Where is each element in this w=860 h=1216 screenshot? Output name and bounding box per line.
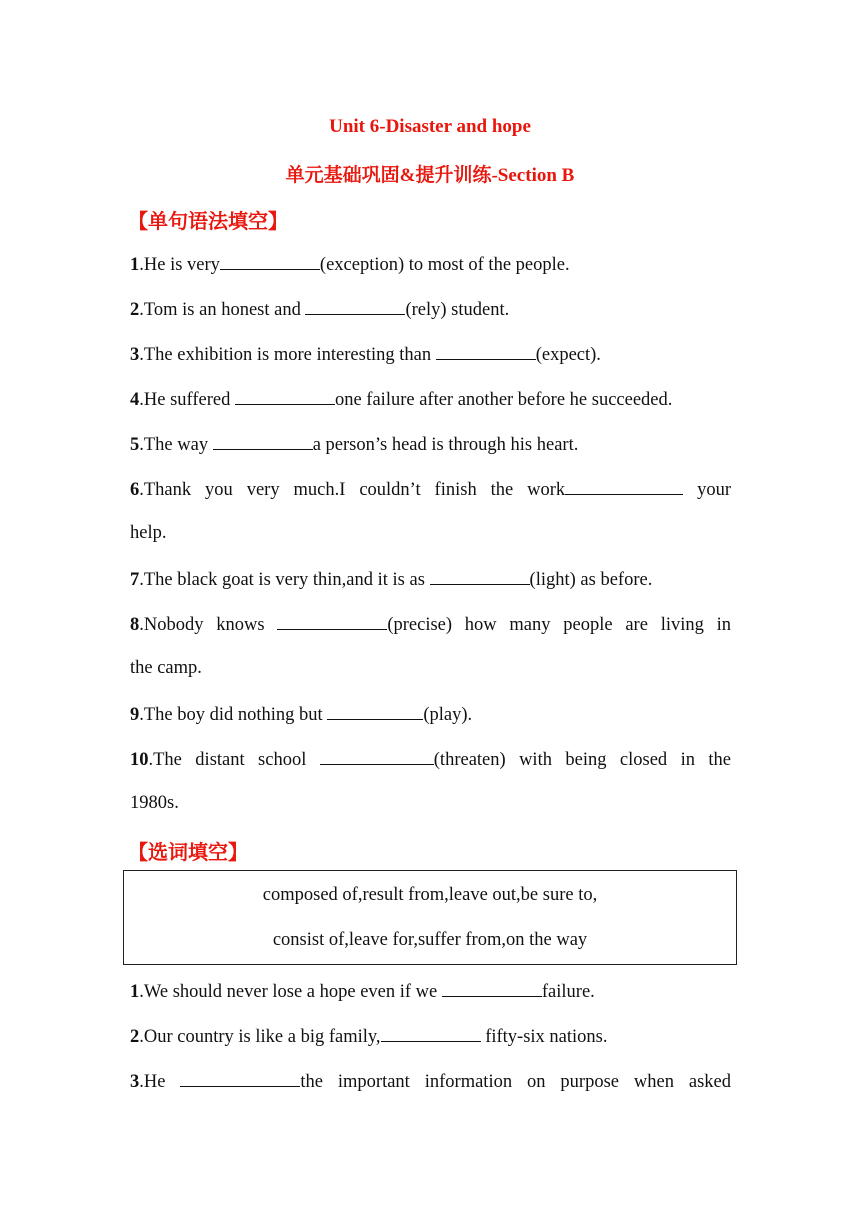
answer-blank[interactable] [381,1023,481,1042]
item-number: 8 [130,615,140,635]
item-text-after: one failure after another before he succeeded. [334,390,673,410]
item-number: 1 [130,255,140,275]
section-heading-grammar: 【单句语法填空】 [128,209,288,233]
answer-blank[interactable] [442,978,542,997]
section-heading-word-choice: 【选词填空】 [128,840,248,864]
answer-blank[interactable] [305,296,405,315]
word-bank-line: composed of,result from,leave out,be sure to, [262,885,598,905]
word-bank-line: consist of,leave for,suffer from,on the way [272,930,588,950]
exercise-item [130,296,731,322]
item-text-after: (exception) to most of the people. [319,255,570,275]
answer-blank[interactable] [327,701,423,720]
item-text-before: .The way [139,435,213,455]
item-number: 9 [130,705,140,725]
item-text-after: your [683,480,731,500]
exercise-item [130,251,731,277]
item-text-before: .We should never lose a hope even if we [139,982,442,1002]
item-number: 6 [130,480,140,500]
exercise-item-continuation: the camp. [130,658,202,678]
item-text-after: (play). [423,705,473,725]
exercise-item [130,746,731,770]
item-text-after: (precise) how many people are living in [387,615,731,635]
item-text-after: fifty-six nations. [480,1027,608,1047]
item-number: 3 [130,345,140,365]
item-text-before: .He is very [139,255,220,275]
worksheet-subtitle: 单元基础巩固&提升训练-Section B [285,165,575,186]
item-text-before: .The black goat is very thin,and it is as [139,570,430,590]
item-number: 2 [130,1027,140,1047]
exercise-item [130,476,731,500]
item-number: 2 [130,300,140,320]
answer-blank[interactable] [436,341,536,360]
answer-blank[interactable] [213,431,313,450]
item-text-after: (rely) student. [405,300,510,320]
item-text-before: .The boy did nothing but [139,705,328,725]
answer-blank[interactable] [180,1068,300,1087]
item-text-after: a person’s head is through his heart. [312,435,579,455]
exercise-item [130,1023,731,1049]
item-text-before: .Thank you very much.I couldn’t finish the work [139,480,566,500]
exercise-item [130,431,731,457]
item-text-after: the important information on purpose when asked [300,1072,731,1092]
item-number: 4 [130,390,140,410]
item-text-after: (expect). [535,345,601,365]
item-text-before: .Nobody knows [139,615,278,635]
item-text-before: .Tom is an honest and [139,300,306,320]
answer-blank[interactable] [430,566,530,585]
exercise-item [130,611,731,635]
item-number: 7 [130,570,140,590]
item-text-before: .The distant school [148,750,320,770]
item-number: 5 [130,435,140,455]
answer-blank[interactable] [277,611,387,630]
item-number: 10 [130,750,149,770]
answer-blank[interactable] [235,386,335,405]
exercise-item [130,701,731,727]
item-number: 3 [130,1072,140,1092]
exercise-item [130,341,731,367]
item-text-before: .The exhibition is more interesting than [139,345,436,365]
answer-blank[interactable] [220,251,320,270]
item-text-after: (threaten) with being closed in the [433,750,731,770]
exercise-item [130,386,731,412]
item-number: 1 [130,982,140,1002]
worksheet-title: Unit 6-Disaster and hope [329,116,531,137]
exercise-item [130,1068,731,1092]
item-text-before: .He [139,1072,181,1092]
item-text-before: .Our country is like a big family, [139,1027,381,1047]
word-bank-box [123,870,737,965]
item-text-before: .He suffered [139,390,235,410]
item-text-after: (light) as before. [529,570,653,590]
exercise-item-continuation: 1980s. [130,793,179,813]
exercise-item [130,566,731,592]
answer-blank[interactable] [565,476,683,495]
item-text-after: failure. [541,982,595,1002]
answer-blank[interactable] [320,746,434,765]
exercise-item [130,978,731,1004]
exercise-item-continuation: help. [130,523,167,543]
